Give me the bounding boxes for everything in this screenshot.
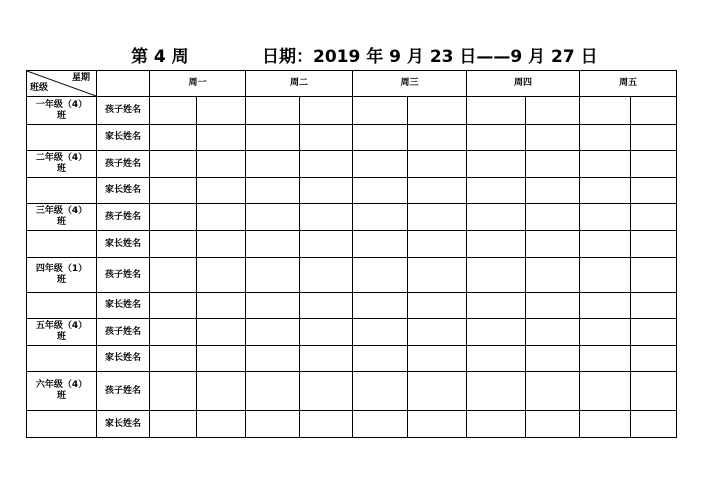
parent-name-row — [27, 178, 677, 204]
entry-cell — [580, 97, 631, 125]
entry-cell — [353, 204, 408, 231]
entry-cell — [631, 204, 677, 231]
child-name-row — [27, 319, 677, 346]
entry-cell — [467, 178, 526, 204]
entry-cell — [467, 125, 526, 151]
entry-cell — [353, 125, 408, 151]
entry-cell — [353, 231, 408, 258]
entry-cell — [526, 125, 580, 151]
day-header: 周四 — [467, 71, 580, 97]
entry-cell — [150, 293, 197, 319]
entry-cell — [353, 346, 408, 372]
entry-cell — [150, 151, 197, 178]
class-grade: 一年级（4） — [35, 99, 88, 110]
entry-cell — [526, 411, 580, 438]
entry-cell — [300, 319, 353, 346]
day-header: 周二 — [246, 71, 353, 97]
entry-cell — [150, 346, 197, 372]
entry-cell — [467, 293, 526, 319]
entry-cell — [197, 411, 246, 438]
entry-cell — [580, 125, 631, 151]
parent-name-label: 家长姓名 — [97, 231, 150, 258]
child-name-label: 孩子姓名 — [97, 97, 150, 125]
entry-cell — [246, 151, 300, 178]
blank-header-cell — [97, 71, 150, 97]
parent-name-label: 家长姓名 — [97, 411, 150, 438]
entry-cell — [580, 346, 631, 372]
entry-cell — [467, 411, 526, 438]
entry-cell — [197, 319, 246, 346]
child-name-label: 孩子姓名 — [97, 258, 150, 293]
entry-cell — [467, 97, 526, 125]
entry-cell — [246, 204, 300, 231]
entry-cell — [580, 411, 631, 438]
entry-cell — [197, 97, 246, 125]
entry-cell — [467, 372, 526, 411]
parent-name-row — [27, 293, 677, 319]
entry-cell — [150, 204, 197, 231]
class-suffix: 班 — [56, 110, 66, 121]
corner-class-label: 班级 — [30, 83, 49, 93]
entry-cell — [300, 204, 353, 231]
entry-cell — [246, 258, 300, 293]
blank-class-cell — [27, 125, 97, 151]
parent-name-label: 家长姓名 — [97, 178, 150, 204]
entry-cell — [246, 125, 300, 151]
entry-cell — [631, 151, 677, 178]
entry-cell — [300, 178, 353, 204]
entry-cell — [353, 411, 408, 438]
entry-cell — [580, 293, 631, 319]
entry-cell — [300, 293, 353, 319]
class-label-cell — [27, 372, 97, 411]
entry-cell — [408, 178, 467, 204]
corner-weekday-label: 星期 — [71, 73, 90, 83]
entry-cell — [246, 319, 300, 346]
entry-cell — [246, 372, 300, 411]
class-grade: 六年级（4） — [35, 380, 88, 390]
class-label-cell — [27, 258, 97, 293]
parent-name-row — [27, 346, 677, 372]
entry-cell — [631, 411, 677, 438]
parent-name-row — [27, 411, 677, 438]
blank-class-cell — [27, 346, 97, 372]
parent-name-label: 家长姓名 — [97, 293, 150, 319]
day-header: 周三 — [353, 71, 467, 97]
entry-cell — [580, 151, 631, 178]
entry-cell — [467, 319, 526, 346]
class-grade: 二年级（4） — [35, 153, 88, 163]
entry-cell — [580, 178, 631, 204]
child-name-row — [27, 204, 677, 231]
child-name-row — [27, 258, 677, 293]
entry-cell — [353, 293, 408, 319]
entry-cell — [526, 204, 580, 231]
entry-cell — [353, 258, 408, 293]
class-label-cell — [27, 204, 97, 231]
entry-cell — [467, 204, 526, 231]
entry-cell — [408, 346, 467, 372]
page-header — [0, 44, 707, 70]
class-suffix: 班 — [56, 217, 66, 227]
entry-cell — [353, 97, 408, 125]
entry-cell — [408, 372, 467, 411]
entry-cell — [631, 97, 677, 125]
child-name-label: 孩子姓名 — [97, 204, 150, 231]
child-name-label: 孩子姓名 — [97, 151, 150, 178]
entry-cell — [300, 372, 353, 411]
entry-cell — [150, 178, 197, 204]
blank-class-cell — [27, 293, 97, 319]
class-label-cell — [27, 319, 97, 346]
entry-cell — [408, 411, 467, 438]
entry-cell — [526, 231, 580, 258]
entry-cell — [197, 346, 246, 372]
entry-cell — [300, 346, 353, 372]
entry-cell — [150, 411, 197, 438]
class-grade: 三年级（4） — [35, 206, 88, 216]
entry-cell — [197, 231, 246, 258]
entry-cell — [526, 293, 580, 319]
date-range: 日期：2019 年 9 月 23 日——9 月 27 日 — [262, 47, 598, 67]
entry-cell — [150, 125, 197, 151]
entry-cell — [526, 151, 580, 178]
entry-cell — [246, 231, 300, 258]
blank-class-cell — [27, 231, 97, 258]
entry-cell — [408, 97, 467, 125]
child-name-row — [27, 97, 677, 125]
entry-cell — [197, 125, 246, 151]
header-row — [27, 71, 677, 97]
entry-cell — [197, 293, 246, 319]
entry-cell — [467, 151, 526, 178]
parent-name-row — [27, 125, 677, 151]
class-label-cell — [27, 151, 97, 178]
entry-cell — [408, 231, 467, 258]
entry-cell — [246, 97, 300, 125]
entry-cell — [526, 97, 580, 125]
entry-cell — [631, 372, 677, 411]
entry-cell — [580, 258, 631, 293]
entry-cell — [580, 204, 631, 231]
entry-cell — [300, 97, 353, 125]
class-grade: 五年级（4） — [35, 321, 88, 331]
entry-cell — [526, 319, 580, 346]
entry-cell — [526, 258, 580, 293]
entry-cell — [526, 372, 580, 411]
entry-cell — [631, 178, 677, 204]
entry-cell — [631, 231, 677, 258]
entry-cell — [197, 178, 246, 204]
entry-cell — [197, 151, 246, 178]
entry-cell — [631, 125, 677, 151]
entry-cell — [197, 204, 246, 231]
entry-cell — [526, 346, 580, 372]
entry-cell — [408, 151, 467, 178]
entry-cell — [631, 319, 677, 346]
entry-cell — [353, 372, 408, 411]
parent-name-label: 家长姓名 — [97, 125, 150, 151]
entry-cell — [197, 258, 246, 293]
entry-cell — [150, 372, 197, 411]
entry-cell — [580, 319, 631, 346]
entry-cell — [408, 293, 467, 319]
entry-cell — [467, 346, 526, 372]
child-name-label: 孩子姓名 — [97, 319, 150, 346]
entry-cell — [246, 411, 300, 438]
class-suffix: 班 — [56, 275, 66, 285]
parent-name-row — [27, 231, 677, 258]
entry-cell — [300, 411, 353, 438]
entry-cell — [631, 346, 677, 372]
class-suffix: 班 — [56, 332, 66, 342]
entry-cell — [150, 97, 197, 125]
entry-cell — [408, 125, 467, 151]
entry-cell — [246, 293, 300, 319]
entry-cell — [408, 204, 467, 231]
blank-class-cell — [27, 178, 97, 204]
entry-cell — [467, 258, 526, 293]
class-grade: 四年级（1） — [35, 264, 88, 274]
entry-cell — [631, 258, 677, 293]
entry-cell — [246, 346, 300, 372]
corner-header-cell — [27, 71, 97, 97]
day-header: 周五 — [580, 71, 677, 97]
entry-cell — [150, 319, 197, 346]
entry-cell — [300, 231, 353, 258]
entry-cell — [353, 319, 408, 346]
schedule-table — [26, 70, 677, 438]
entry-cell — [246, 178, 300, 204]
entry-cell — [150, 258, 197, 293]
entry-cell — [580, 372, 631, 411]
child-name-row — [27, 372, 677, 411]
entry-cell — [353, 151, 408, 178]
entry-cell — [580, 231, 631, 258]
entry-cell — [526, 178, 580, 204]
class-label-cell — [27, 97, 97, 125]
week-label: 第 4 周 — [131, 47, 189, 67]
entry-cell — [408, 319, 467, 346]
entry-cell — [408, 258, 467, 293]
entry-cell — [150, 231, 197, 258]
day-header: 周一 — [150, 71, 246, 97]
entry-cell — [300, 125, 353, 151]
parent-name-label: 家长姓名 — [97, 346, 150, 372]
child-name-row — [27, 151, 677, 178]
entry-cell — [197, 372, 246, 411]
entry-cell — [631, 293, 677, 319]
entry-cell — [353, 178, 408, 204]
entry-cell — [467, 231, 526, 258]
child-name-label: 孩子姓名 — [97, 372, 150, 411]
class-suffix: 班 — [56, 391, 66, 401]
blank-class-cell — [27, 411, 97, 438]
class-suffix: 班 — [56, 164, 66, 174]
entry-cell — [300, 258, 353, 293]
entry-cell — [300, 151, 353, 178]
